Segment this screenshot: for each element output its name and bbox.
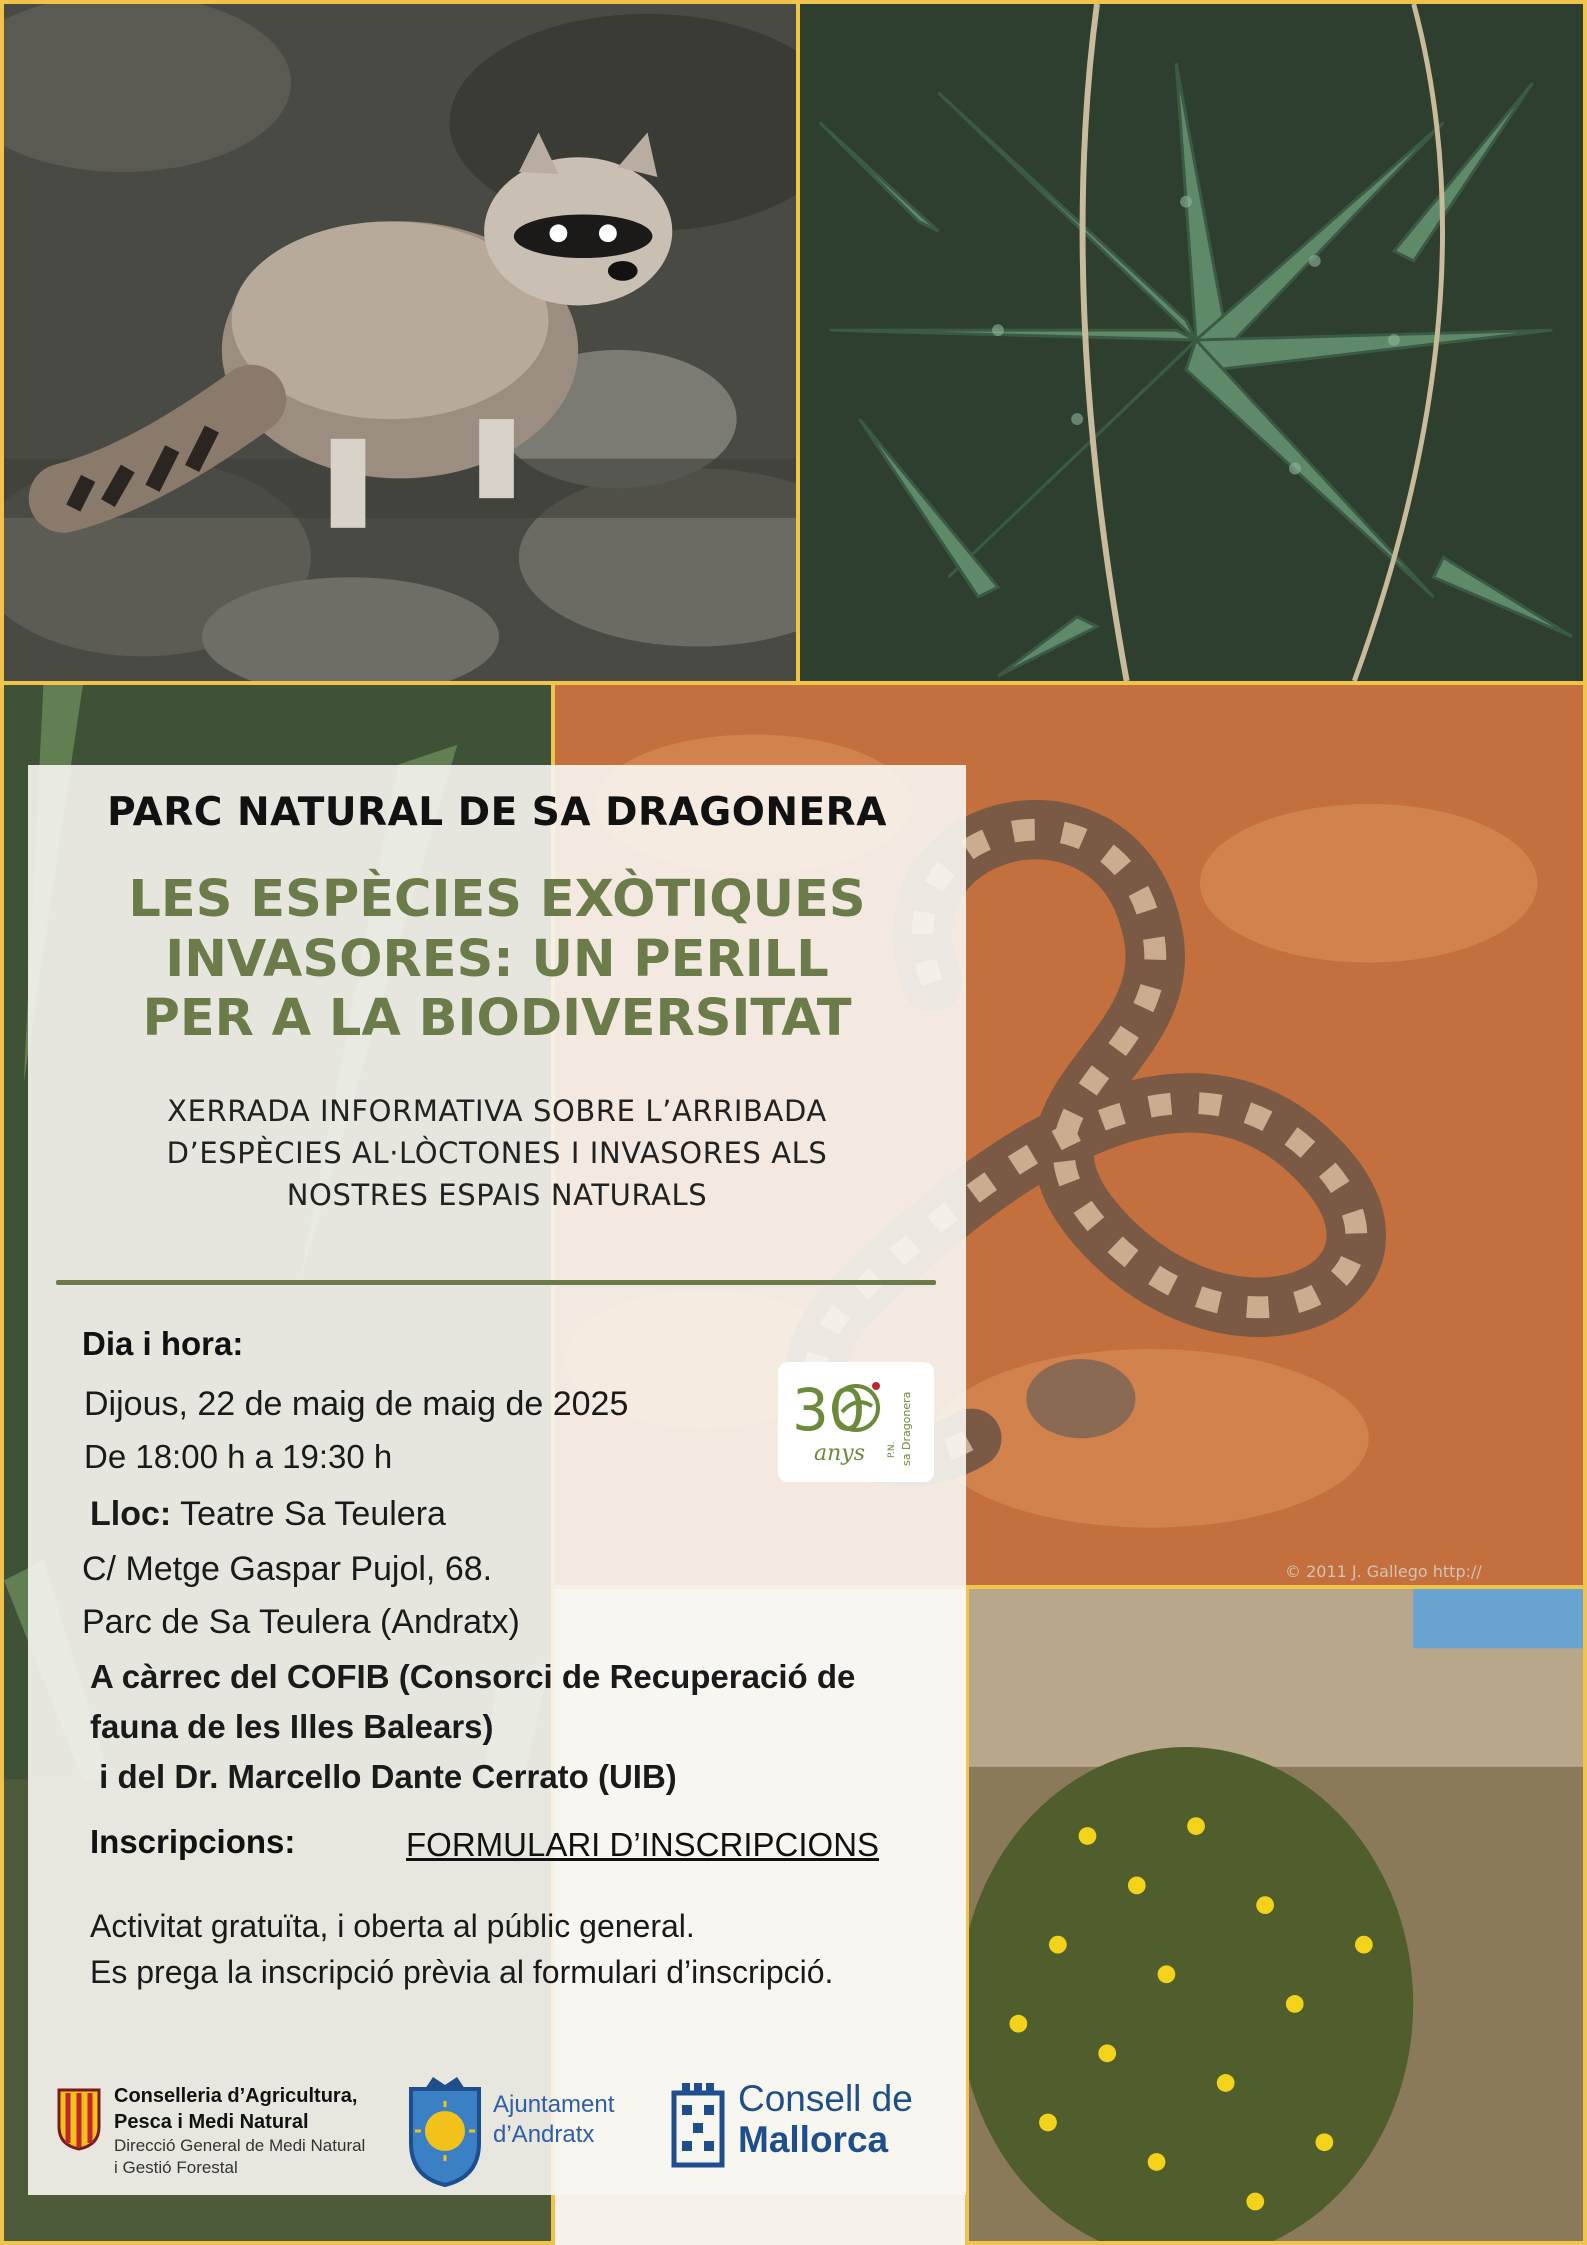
section-divider — [56, 1280, 936, 1285]
badge-side-line: P.N. — [887, 1441, 897, 1458]
address-line: C/ Metge Gaspar Pujol, 68. — [82, 1550, 493, 1588]
headline-line: PER A LA BIODIVERSITAT — [142, 989, 852, 1049]
registration-label: Inscripcions: — [90, 1823, 296, 1860]
sponsor-logos — [28, 2055, 966, 2195]
place-row — [90, 1495, 446, 1534]
address-line: Parc de Sa Teulera (Andratx) — [82, 1603, 520, 1641]
consell-line: Consell de — [738, 2078, 913, 2119]
place-label: Lloc: — [90, 1495, 172, 1533]
note-line: Es prega la inscripció prèvia al formulari d’inscripció. — [90, 1954, 834, 1991]
photo-credit: © 2011 J. Gallego http:// — [1285, 1562, 1482, 1581]
date-label: Dia i hora: — [82, 1325, 244, 1362]
aloe-photo — [796, 0, 1587, 685]
event-headline — [28, 870, 966, 1049]
conselleria-subname: Direcció General de Medi Natural — [114, 2136, 366, 2155]
headline-line: LES ESPÈCIES EXÒTIQUES — [128, 870, 866, 929]
date-value: Dijous, 22 de maig de maig de 2025 — [84, 1385, 629, 1423]
registration-form-link[interactable]: FORMULARI D’INSCRIPCIONS — [406, 1826, 880, 1863]
conselleria-name: Conselleria d’Agricultura, — [114, 2085, 358, 2107]
subtitle-line: NOSTRES ESPAIS NATURALS — [286, 1178, 708, 1213]
andratx-line: Ajuntament — [493, 2091, 615, 2118]
park-title: PARC NATURAL DE SA DRAGONERA — [107, 790, 887, 835]
badge-side-line: sa Dragonera — [900, 1391, 913, 1466]
place-value: Teatre Sa Teulera — [180, 1495, 446, 1533]
note-line: Activitat gratuïta, i oberta al públic general. — [90, 1908, 695, 1944]
subtitle-line: D’ESPÈCIES AL·LÒCTONES I INVASORES ALS — [166, 1136, 828, 1171]
andratx-line: d’Andratx — [493, 2121, 595, 2148]
andratx-coat-of-arms-icon — [403, 2073, 487, 2189]
consell-emblem-icon — [668, 2079, 728, 2171]
balearic-shield-icon — [56, 2087, 102, 2151]
event-subtitle — [28, 1090, 966, 1216]
activity-notes — [90, 1903, 833, 1996]
organizer-line: i del Dr. Marcello Dante Cerrato (UIB) — [90, 1758, 677, 1795]
andratx-logo-text — [493, 2090, 614, 2150]
consell-line: Mallorca — [738, 2118, 889, 2160]
time-value: De 18:00 h a 19:30 h — [84, 1438, 393, 1475]
organizer-line: fauna de les Illes Balears) — [90, 1708, 494, 1745]
badge-number: 30 — [792, 1376, 866, 1444]
anniversary-badge — [778, 1362, 934, 1482]
raccoon-photo — [0, 0, 800, 685]
shrub-photo — [965, 1585, 1587, 2245]
conselleria-name: Pesca i Medi Natural — [114, 2111, 309, 2133]
consell-logo-text — [738, 2079, 913, 2160]
badge-word: anys — [814, 1441, 866, 1466]
organizer-line: A càrrec del COFIB (Consorci de Recuperació de — [90, 1658, 856, 1695]
conselleria-subname: i Gestió Forestal — [114, 2158, 238, 2178]
headline-line: INVASORES: UN PERILL — [165, 929, 829, 989]
conselleria-logo — [114, 2083, 365, 2179]
subtitle-line: XERRADA INFORMATIVA SOBRE L’ARRIBADA — [167, 1094, 827, 1128]
